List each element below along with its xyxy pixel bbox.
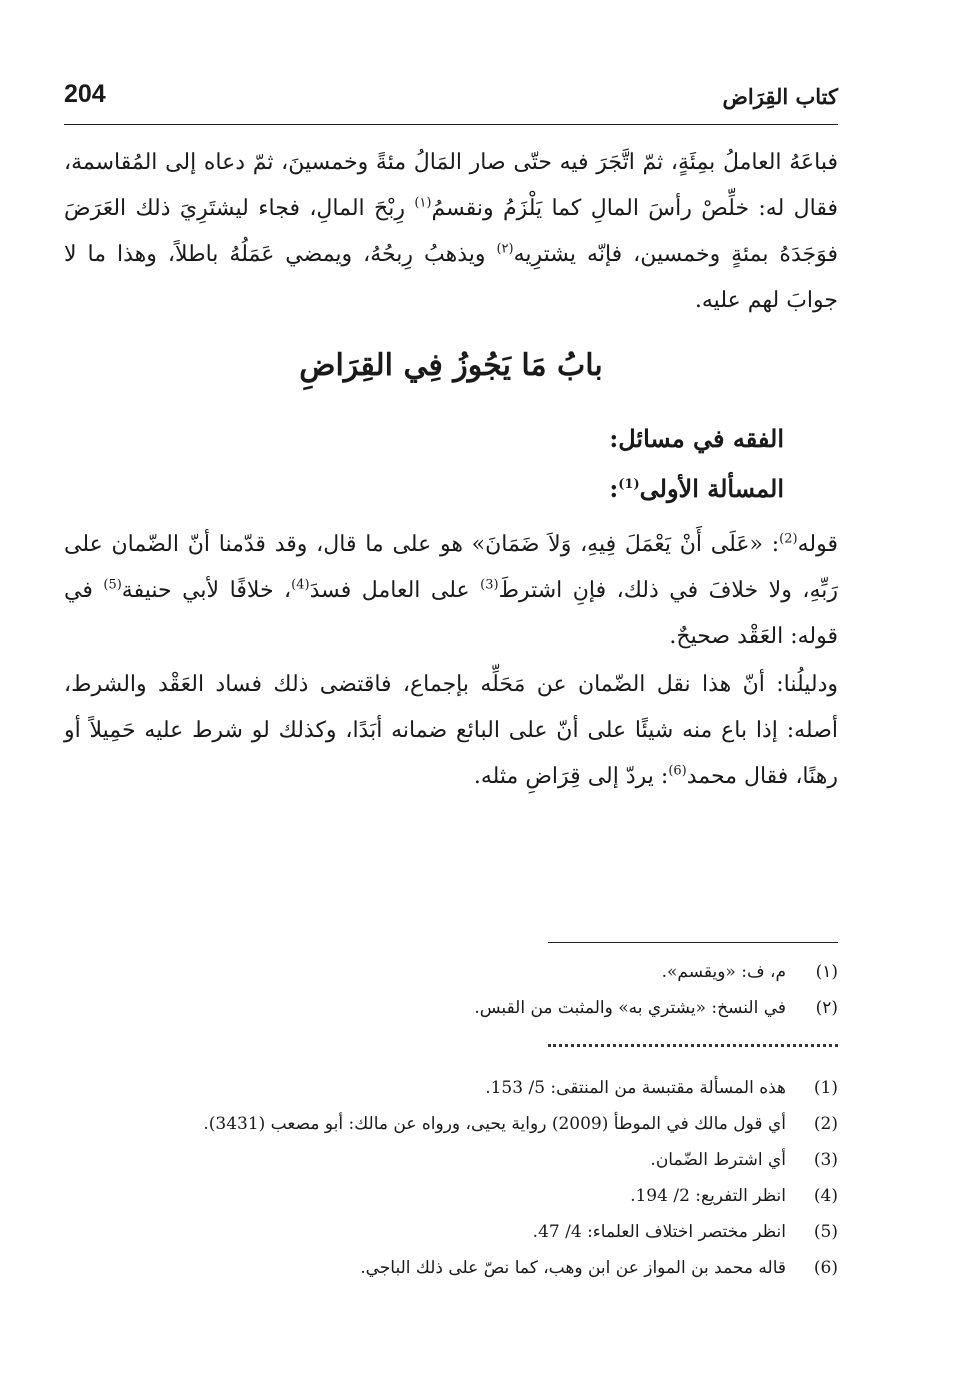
footnote-ref: (4) <box>291 577 310 593</box>
footnote-separator <box>548 942 838 943</box>
para2-b: : يردّ إلى قِرَاضِ مثله. <box>473 764 669 789</box>
para1-a: قوله <box>797 532 838 557</box>
footnote-number: (1) <box>813 1078 838 1098</box>
footnote-ref: (1) <box>618 477 640 492</box>
footnote-ref: (2) <box>779 531 798 547</box>
intro-paragraph <box>64 140 838 324</box>
intro-text-a: فباعَهُ العاملُ بمِئَةٍ، ثمّ اتَّجَرَ فيه حتّى صار المَالُ مئةً وخمسينَ، ثمّ دعاه إلى المُقاسمة، فقال له: خلِّصْ رأسَ المالِ كما يَلْزَمُ ونقسمُ <box>64 150 838 221</box>
footnote-text: م، ف: «ويقسم». <box>661 962 786 982</box>
manuscript-footnotes <box>64 954 838 1026</box>
footnote-item <box>64 1214 838 1250</box>
footnote-ref: (6) <box>668 763 687 779</box>
footnote-text: انظر التفريع: 2/ 194. <box>630 1186 786 1206</box>
para1-d: ، خلافًا لأبي حنيفة <box>121 578 292 603</box>
footnote-text: قاله محمد بن المواز عن ابن وهب، كما نصّ على ذلك الباجي. <box>360 1258 786 1278</box>
footnote-text: في النسخ: «يشتري به» والمثبت من القبس. <box>474 998 786 1018</box>
footnote-number: (2) <box>813 1114 838 1134</box>
footnote-number: (١) <box>815 962 838 982</box>
chapter-title: بابُ مَا يَجُوزُ فِي القِرَاضِ <box>299 348 603 383</box>
footnote-number: (5) <box>813 1222 838 1242</box>
footnote-text: أي اشترط الضّمان. <box>650 1150 786 1170</box>
issue-heading-colon: : <box>609 474 619 503</box>
running-title: كتاب القِرَاض <box>722 84 838 109</box>
footnote-ref: (3) <box>480 577 499 593</box>
footnote-item <box>64 1106 838 1142</box>
issue-heading <box>609 474 784 503</box>
footnote-number: (3) <box>813 1150 838 1170</box>
dotted-separator <box>548 1044 838 1047</box>
paragraph-1 <box>64 522 838 660</box>
paragraph-2 <box>64 662 838 800</box>
page-number: 204 <box>64 80 106 108</box>
intro-text <box>64 140 838 324</box>
footnote-number: (4) <box>813 1186 838 1206</box>
footnote-item <box>64 990 838 1026</box>
footnote-item <box>64 954 838 990</box>
intro-text-b: رِبْحَ المالِ، فجاء ليشتَرِيَ ذلك العَرَضَ فوَجَدَهُ بمئةٍ وخمسين، فإنّه يشترِيه <box>64 196 838 267</box>
section-heading: الفقه في مسائل: <box>609 424 784 453</box>
para1-b: : «عَلَى أَنْ يَعْمَلَ فِيهِ، وَلاَ ضَمَانَ» هو على ما قال، وقد قدّمنا أنّ الضّمان على رَبِّهِ، ولا خلافَ في ذلك، فإنِ اشترطَ <box>64 532 838 603</box>
footnote-ref: (٢) <box>496 241 514 257</box>
paragraph-2-text <box>64 662 838 800</box>
running-header <box>64 80 838 125</box>
footnote-text: هذه المسألة مقتبسة من المنتقى: 5/ 153. <box>485 1078 786 1098</box>
footnote-text: انظر مختصر اختلاف العلماء: 4/ 47. <box>532 1222 786 1242</box>
para1-e: في قوله: العَقْد صحيحٌ. <box>64 578 838 649</box>
footnote-item <box>64 1142 838 1178</box>
footnote-item <box>64 1250 838 1286</box>
para2-a: ودليلُنا: أنّ هذا نقل الضّمان عن مَحَلِّه بإجماع، فاقتضى ذلك فساد العَقْد والشرط، أصله: إذا باع منه شيئًا على أنّ على البائع ضمانه أبَدًا، وكذلك لو شرط عليه حَمِيلاً أو رهنًا، فقال محمد <box>64 672 838 789</box>
intro-text-c: ويذهبُ رِبحُهُ، ويمضي عَمَلُهُ باطلاً، وهذا ما لا جوابَ لهم عليه. <box>64 242 838 313</box>
footnote-ref: (5) <box>103 577 122 593</box>
footnote-item <box>64 1070 838 1106</box>
paragraph-1-text <box>64 522 838 660</box>
footnote-ref: (١) <box>414 195 432 211</box>
para1-c: على العامل فسدَ <box>309 578 481 603</box>
footnote-text: أي قول مالك في الموطأ (2009) رواية يحيى، ورواه عن مالك: أبو مصعب (3431). <box>203 1114 786 1134</box>
editor-footnotes <box>64 1070 838 1286</box>
footnote-number: (6) <box>813 1258 838 1278</box>
issue-heading-text: المسألة الأولى <box>639 474 784 503</box>
footnote-item <box>64 1178 838 1214</box>
footnote-number: (٢) <box>815 998 838 1018</box>
